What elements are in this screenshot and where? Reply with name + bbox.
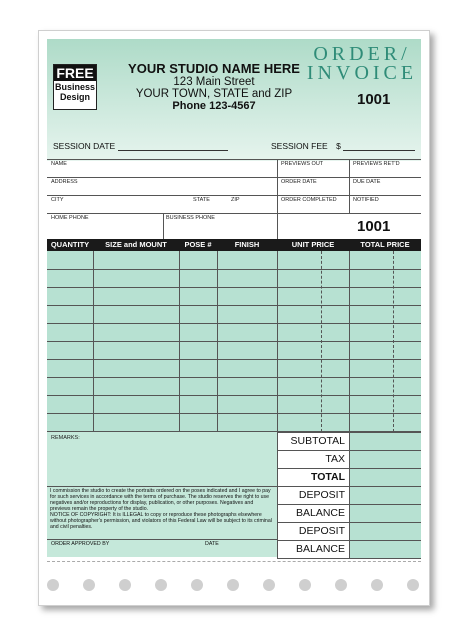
session-date-line (118, 142, 228, 151)
zip-field[interactable]: ZIP (231, 197, 240, 203)
remarks-box[interactable] (47, 432, 277, 486)
balance-value-2[interactable] (349, 540, 421, 558)
business-phone-field[interactable]: BUSINESS PHONE (166, 215, 215, 221)
currency-symbol: $ (336, 141, 341, 151)
logo-text (54, 82, 96, 102)
deposit-value-2[interactable] (349, 522, 421, 540)
studio-info (99, 61, 329, 112)
col-finish: FINISH (234, 240, 260, 249)
business-design-logo (53, 64, 97, 110)
address-field[interactable]: ADDRESS (51, 179, 78, 185)
title-line2: INVOICE (306, 62, 418, 84)
col-unit-price: UNIT PRICE (291, 240, 335, 249)
terms-box (47, 486, 277, 539)
previews-out-field[interactable]: PREVIEWS OUT (281, 161, 324, 167)
order-invoice-title (297, 45, 427, 83)
col-pose: POSE # (184, 240, 212, 249)
total-value[interactable] (349, 468, 421, 486)
session-fee-field[interactable] (271, 141, 415, 151)
balance-label-2: BALANCE (295, 543, 345, 555)
order-table-header (47, 239, 421, 251)
home-phone-field[interactable]: HOME PHONE (51, 215, 89, 221)
session-date-label: SESSION DATE (53, 141, 116, 151)
approval-box[interactable] (47, 539, 277, 557)
copyright-notice: NOTICE OF COPYRIGHT: It is ILLEGAL to copy or reproduce these photographs elsewhere without photographer's permission, and violators of this Federal Law will be subject to its criminal and civil penalties. (50, 512, 272, 530)
total-label: TOTAL (310, 471, 345, 483)
col-quantity: QUANTITY (50, 240, 90, 249)
tax-value[interactable] (349, 450, 421, 468)
balance-value-1[interactable] (349, 504, 421, 522)
subtotal-value[interactable] (349, 432, 421, 450)
deposit-label-1: DEPOSIT (298, 489, 345, 501)
balance-label-1: BALANCE (295, 507, 345, 519)
studio-city: YOUR TOWN, STATE and ZIP (135, 88, 293, 100)
previews-retd-field[interactable]: PREVIEWS RET'D (353, 161, 400, 167)
remarks-label: REMARKS: (51, 435, 80, 441)
logo-free: FREE (54, 65, 96, 81)
approved-by-label: ORDER APPROVED BY (51, 541, 110, 547)
order-completed-field[interactable]: ORDER COMPLETED (281, 197, 337, 203)
deposit-label-2: DEPOSIT (298, 525, 345, 537)
invoice-sheet (38, 30, 430, 606)
invoice-number-mid: 1001 (357, 218, 391, 235)
invoice-number-top: 1001 (357, 91, 391, 108)
col-total-price: TOTAL PRICE (360, 240, 410, 249)
tax-label: TAX (325, 453, 345, 465)
session-date-field[interactable] (53, 141, 228, 151)
deposit-value-1[interactable] (349, 486, 421, 504)
session-fee-label: SESSION FEE (271, 141, 328, 151)
title-line1: ORDER/ (313, 43, 411, 65)
logo-line1: Business (54, 82, 96, 92)
studio-street: 123 Main Street (173, 76, 255, 88)
state-field[interactable]: STATE (193, 197, 210, 203)
perforation-line (47, 561, 421, 562)
subtotal-label: SUBTOTAL (290, 435, 345, 447)
header-band (47, 39, 421, 161)
session-fee-line (343, 142, 415, 151)
approved-date-label: DATE (205, 541, 219, 547)
name-field[interactable]: NAME (51, 161, 67, 167)
order-date-field[interactable]: ORDER DATE (281, 179, 317, 185)
studio-phone: Phone 123-4567 (172, 100, 256, 112)
binding-holes (39, 579, 429, 601)
city-field[interactable]: CITY (51, 197, 64, 203)
terms-paragraph: I commission the studio to create the portraits ordered on the poses indicated and I agree to pay for such services in accordance with the terms of purchase. The studio reserves the right to use negatives and/or reproductions for display, publication, or other purposes. Negatives and previews remain the property of the studio. (50, 488, 271, 512)
order-table-body[interactable] (47, 251, 421, 432)
notified-field[interactable]: NOTIFIED (353, 197, 379, 203)
logo-line2: Design (59, 92, 90, 102)
due-date-field[interactable]: DUE DATE (353, 179, 381, 185)
studio-name: YOUR STUDIO NAME HERE (128, 61, 300, 76)
col-size-mount: SIZE and MOUNT (105, 240, 167, 249)
